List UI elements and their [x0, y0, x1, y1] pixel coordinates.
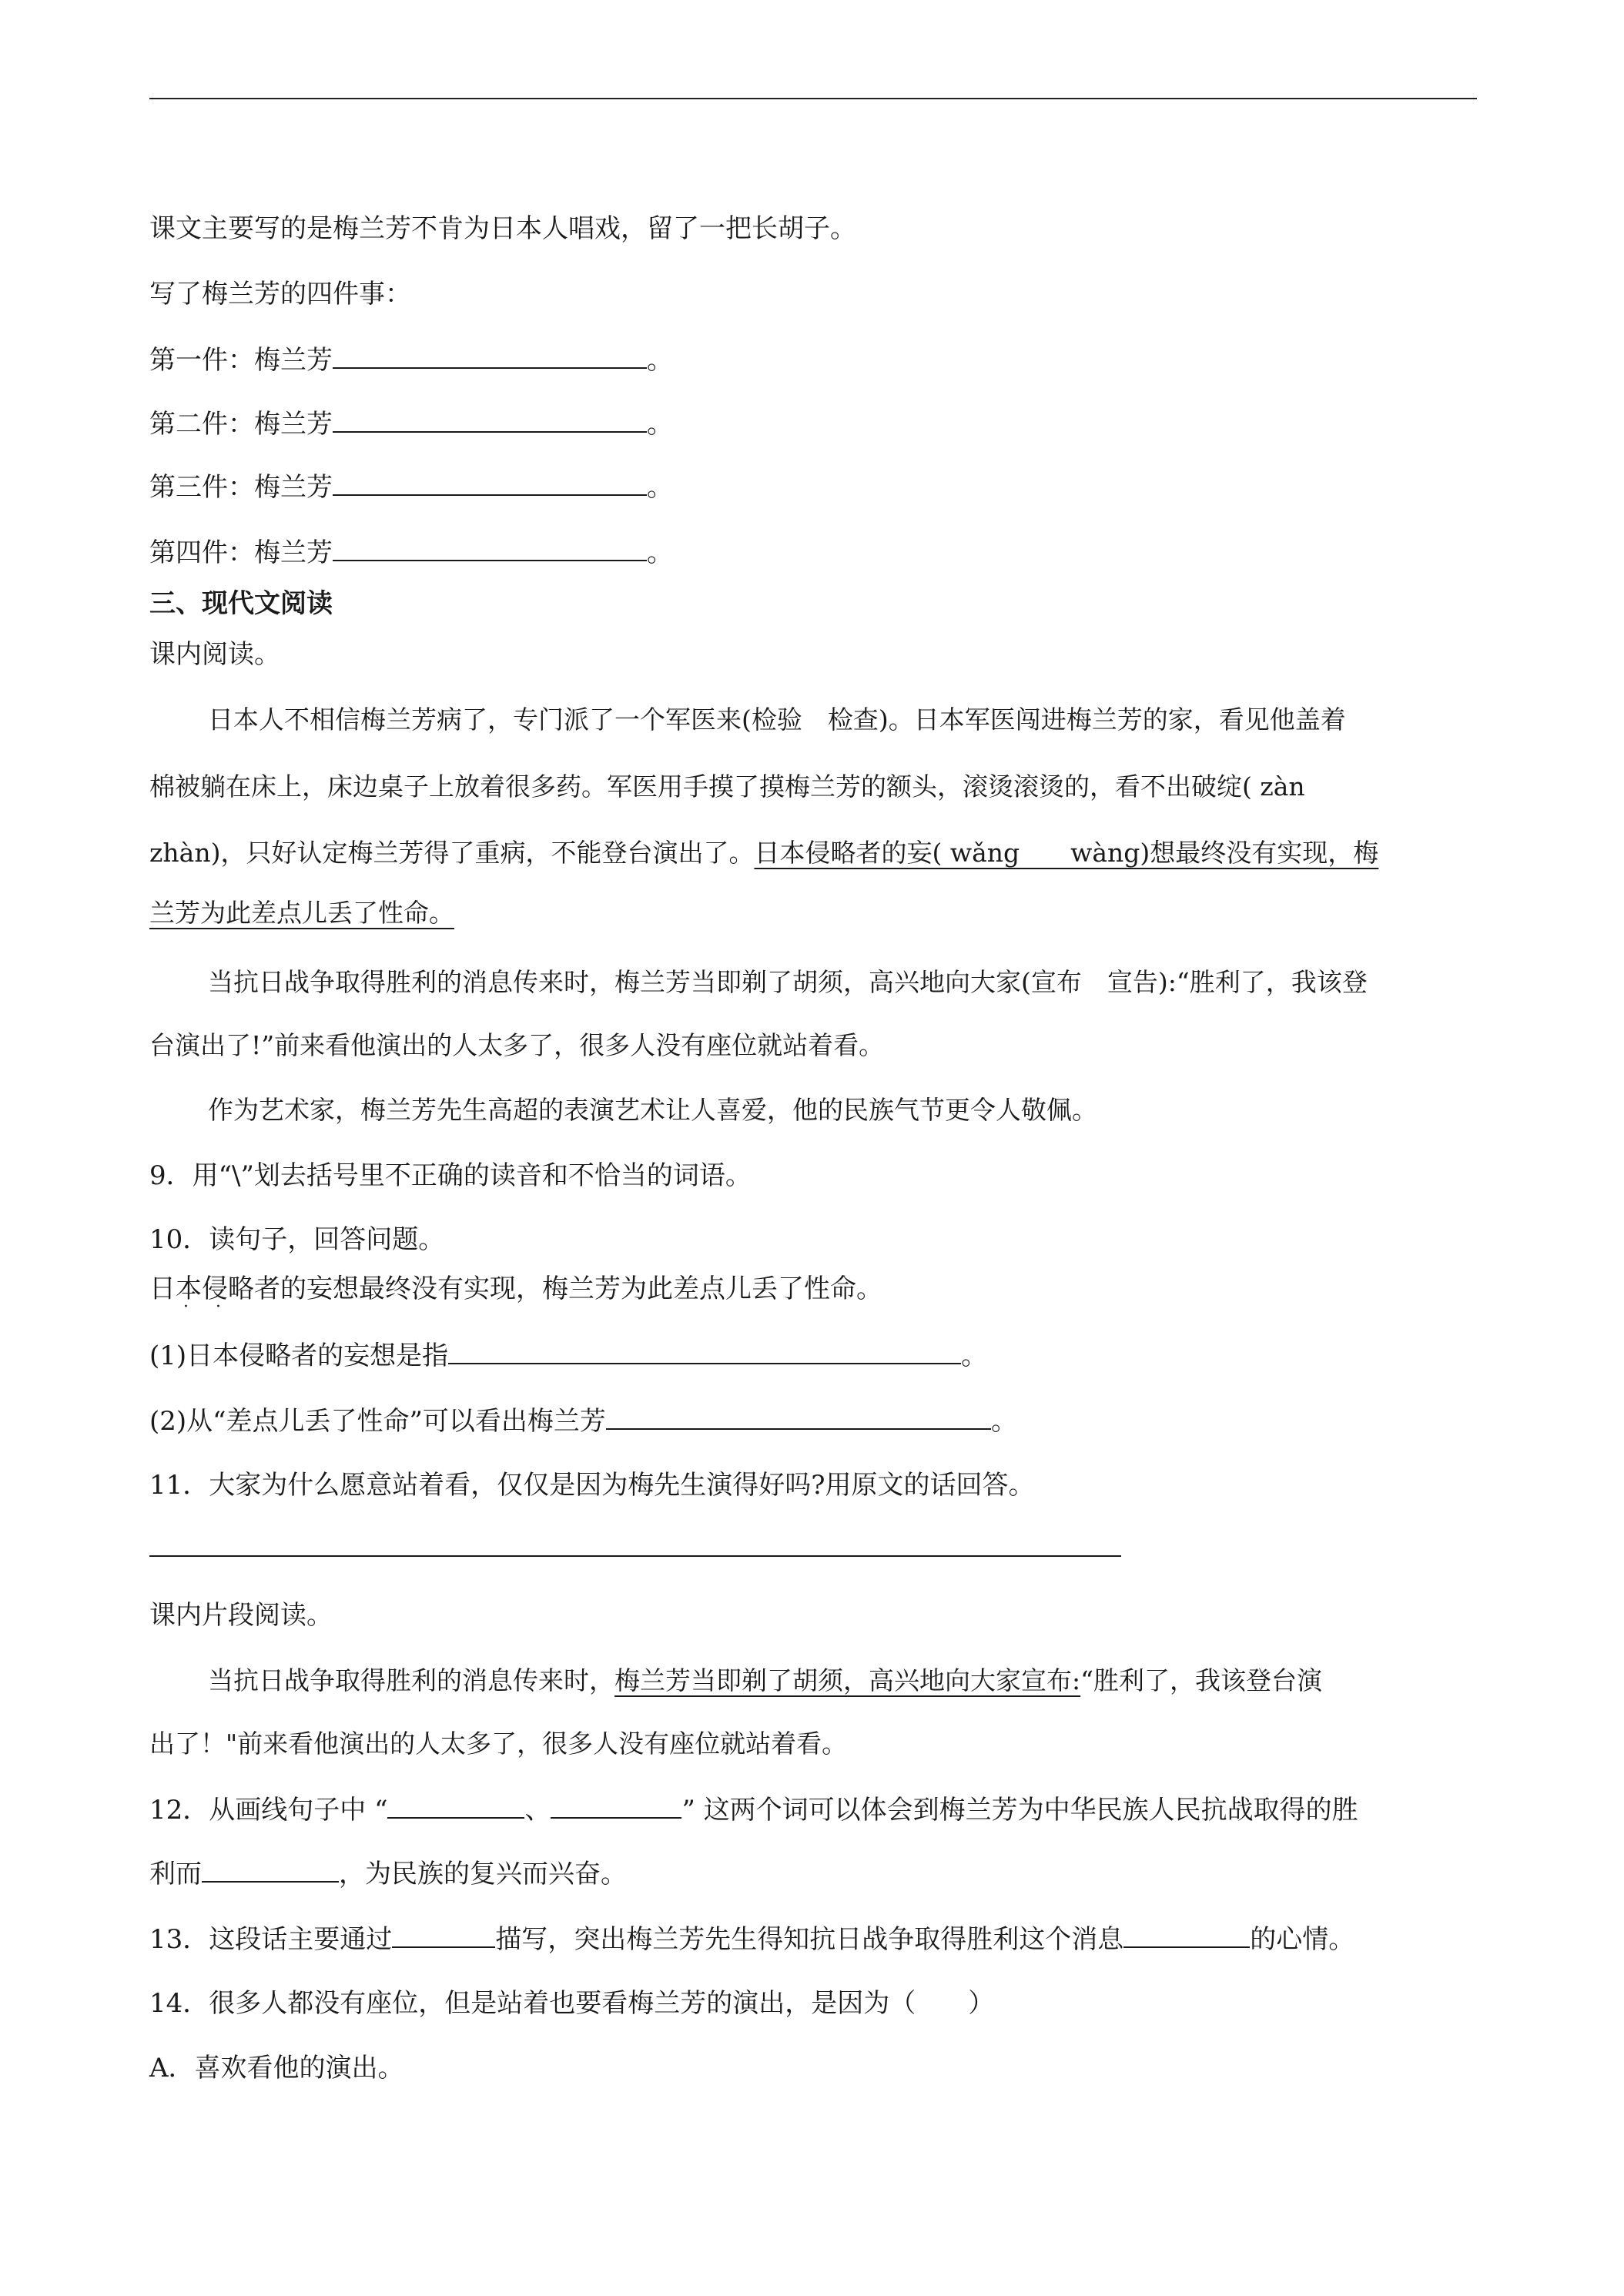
fill-blank-12-3[interactable] [202, 1858, 339, 1883]
question-14: 14．很多人都没有座位，但是站着也要看梅兰芳的演出，是因为（ ） [149, 1988, 995, 2019]
fill-blank-1[interactable] [333, 344, 647, 369]
fill-blank-12-1[interactable] [387, 1794, 524, 1819]
item-2: 第二件：梅兰芳 。 [149, 409, 673, 440]
fill-blank-13-2[interactable] [1123, 1923, 1250, 1948]
question-10-1: (1)日本侵略者的妄想是指 。 [149, 1340, 988, 1371]
fragment-line: 出了！"前来看他演出的人太多了，很多人没有座位就站着看。 [149, 1729, 848, 1759]
fragment-heading: 课内片段阅读。 [149, 1600, 333, 1631]
fill-blank-4[interactable] [333, 537, 647, 561]
question-11: 11．大家为什么愿意站着看，仅仅是因为梅先生演得好吗?用原文的话回答。 [149, 1470, 1035, 1501]
option-a[interactable]: A．喜欢看他的演出。 [149, 2053, 404, 2083]
question-12-cont: 利而 ，为民族的复兴而兴奋。 [149, 1859, 627, 1889]
question-10: 10．读句子，回答问题。 [149, 1224, 445, 1255]
answer-line-11[interactable] [149, 1555, 1121, 1557]
section-heading: 三、现代文阅读 [149, 588, 333, 619]
four-things-text: 写了梅兰芳的四件事： [149, 279, 411, 310]
passage-line: 棉被躺在床上，床边桌子上放着很多药。军医用手摸了摸梅兰芳的额头，滚烫滚烫的，看不出破绽( zàn [149, 771, 1305, 802]
question-10-sentence: 日本侵略者的妄想最终没有实现，梅兰芳为此差点儿丢了性命。 · · [149, 1274, 882, 1304]
question-13: 13．这段话主要通过 描写，突出梅兰芳先生得知抗日战争取得胜利这个消息 的心情。 [149, 1924, 1355, 1955]
fill-blank-13-1[interactable] [392, 1923, 495, 1948]
passage-line: 日本人不相信梅兰芳病了，专门派了一个军医来(检验 检查)。日本军医闯进梅兰芳的家，看见他盖着 [208, 705, 1346, 735]
item-4: 第四件：梅兰芳 。 [149, 537, 673, 568]
summary-text: 课文主要写的是梅兰芳不肯为日本人唱戏，留了一把长胡子。 [149, 213, 856, 244]
header-rule [149, 98, 1477, 99]
section-subheading: 课内阅读。 [149, 639, 280, 670]
question-10-2: (2)从“差点儿丢了性命”可以看出梅兰芳 。 [149, 1406, 1017, 1437]
passage-line: zhàn)，只好认定梅兰芳得了重病，不能登台演出了。日本侵略者的妄( wǎng wàng)想最终没有实现，梅 [149, 838, 1379, 868]
question-9: 9．用“\”划去括号里不正确的读音和不恰当的词语。 [149, 1160, 752, 1191]
passage-line: 当抗日战争取得胜利的消息传来时，梅兰芳当即剃了胡须，高兴地向大家(宣布 宣告):“胜利了，我该登 [208, 967, 1368, 997]
question-12: 12．从画线句子中 “ 、 ” 这两个词可以体会到梅兰芳为中华民族人民抗战取得的胜 [149, 1795, 1358, 1826]
passage-line: 兰芳为此差点儿丢了性命。 [149, 898, 454, 928]
passage-line: 作为艺术家，梅兰芳先生高超的表演艺术让人喜爱，他的民族气节更令人敬佩。 [208, 1095, 1097, 1125]
fill-blank-2[interactable] [333, 408, 647, 433]
item-1: 第一件：梅兰芳 。 [149, 345, 673, 376]
fragment-line: 当抗日战争取得胜利的消息传来时，梅兰芳当即剃了胡须，高兴地向大家宣布:“胜利了，我该登台演 [208, 1665, 1322, 1695]
fill-blank-10-1[interactable] [448, 1340, 961, 1364]
fill-blank-12-2[interactable] [551, 1794, 681, 1819]
passage-line: 台演出了!”前来看他演出的人太多了，很多人没有座位就站着看。 [149, 1030, 885, 1060]
fill-blank-3[interactable] [333, 471, 647, 496]
item-3: 第三件：梅兰芳 。 [149, 472, 673, 503]
fill-blank-10-2[interactable] [606, 1405, 991, 1430]
